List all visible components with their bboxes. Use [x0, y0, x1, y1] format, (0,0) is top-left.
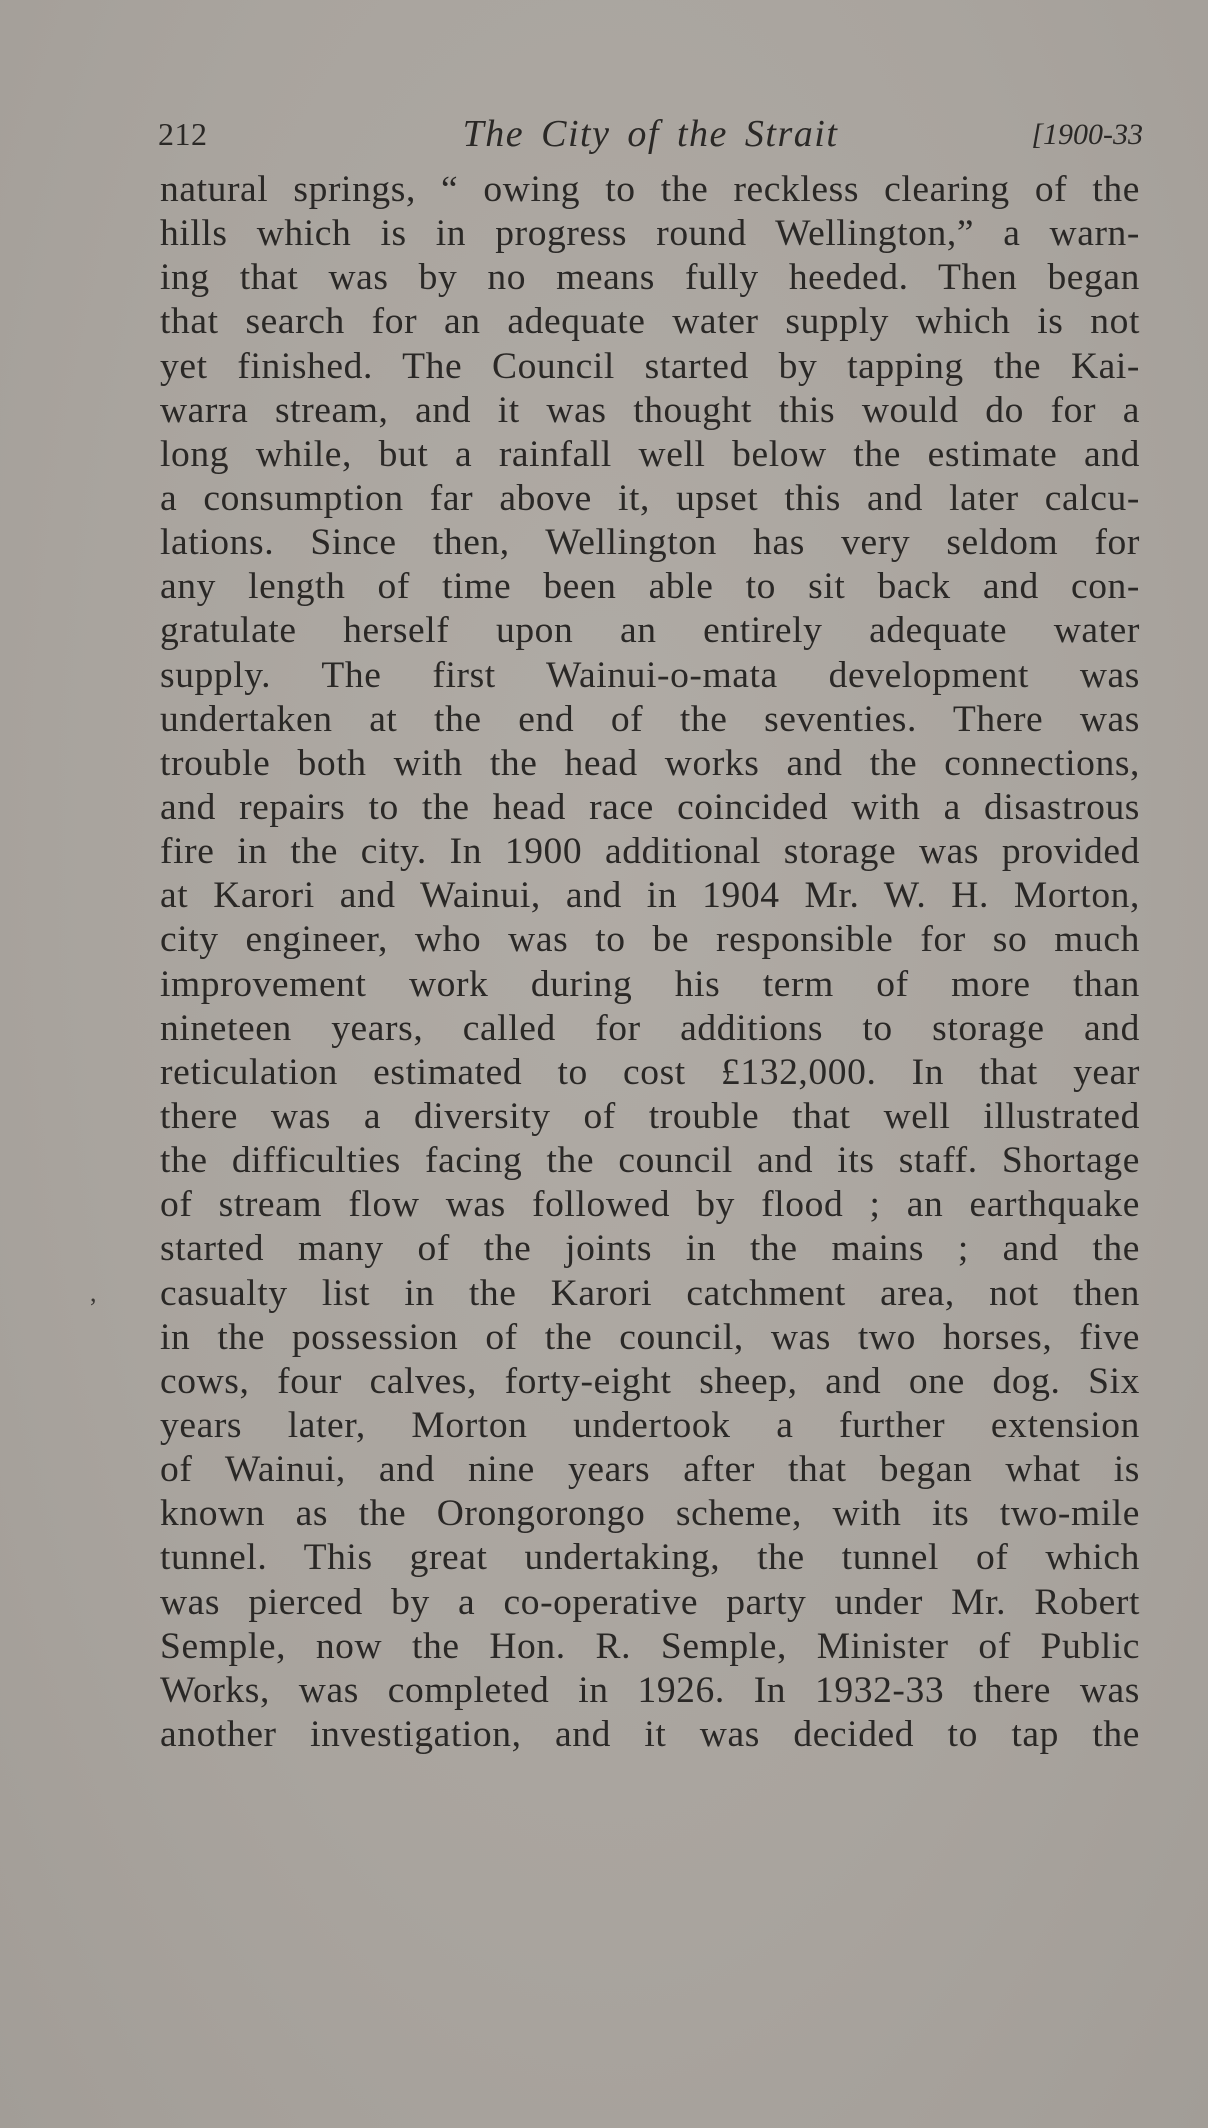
text-line: there was a diversity of trouble that well illustrated	[160, 1095, 1140, 1137]
text-line: any length of time been able to sit back and con-	[160, 566, 1140, 608]
text-line: yet finished. The Council started by tapping the Kai-	[160, 345, 1140, 387]
page-number: 212	[158, 116, 208, 152]
text-line: cows, four calves, forty-eight sheep, and one dog. Six	[160, 1360, 1140, 1402]
text-line: nineteen years, called for additions to storage and	[160, 1007, 1140, 1049]
text-line: hills which is in progress round Wellington,” a warn-	[160, 213, 1140, 255]
text-line: that search for an adequate water supply which is not	[160, 301, 1140, 343]
text-line: casualty list in the Karori catchment area, not then	[160, 1272, 1140, 1314]
text-line: years later, Morton undertook a further extension	[160, 1404, 1140, 1446]
text-line: the difficulties facing the council and its staff. Shortage	[160, 1140, 1140, 1182]
text-line: and repairs to the head race coincided with a disastrous	[160, 786, 1140, 828]
text-line: supply. The first Wainui-o-mata development was	[160, 654, 1140, 696]
text-line: Works, was completed in 1926. In 1932-33 there was	[160, 1669, 1140, 1711]
text-line: fire in the city. In 1900 additional storage was provided	[160, 831, 1140, 873]
text-line: of stream flow was followed by flood ; an earthquake	[160, 1184, 1140, 1226]
text-line: was pierced by a co-operative party under Mr. Robert	[160, 1581, 1140, 1623]
text-line: improvement work during his term of more than	[160, 963, 1140, 1005]
text-line: known as the Orongorongo scheme, with its two-mile	[160, 1493, 1140, 1535]
margin-mark: ,	[90, 1278, 97, 1307]
text-line: started many of the joints in the mains ; and the	[160, 1228, 1140, 1270]
text-line: gratulate herself upon an entirely adequate water	[160, 610, 1140, 652]
text-line: lations. Since then, Wellington has very seldom for	[160, 522, 1140, 564]
text-line: warra stream, and it was thought this would do for a	[160, 389, 1140, 431]
body-text	[160, 168, 1140, 1757]
text-line: another investigation, and it was decided to tap the	[160, 1713, 1140, 1755]
text-line: city engineer, who was to be responsible for so much	[160, 919, 1140, 961]
text-line: reticulation estimated to cost £132,000. In that year	[160, 1051, 1140, 1093]
text-line: long while, but a rainfall well below the estimate and	[160, 433, 1140, 475]
text-line: at Karori and Wainui, and in 1904 Mr. W. H. Morton,	[160, 875, 1140, 917]
text-line: undertaken at the end of the seventies. There was	[160, 698, 1140, 740]
date-range: [1900-33	[1031, 118, 1143, 151]
text-line: a consumption far above it, upset this and later calcu-	[160, 477, 1140, 519]
text-line: in the possession of the council, was two horses, five	[160, 1316, 1140, 1358]
text-line: trouble both with the head works and the connections,	[160, 742, 1140, 784]
text-line: Semple, now the Hon. R. Semple, Minister of Public	[160, 1625, 1140, 1667]
running-head	[158, 112, 1143, 158]
text-line: ing that was by no means fully heeded. Then began	[160, 257, 1140, 299]
text-line: natural springs, “ owing to the reckless clearing of the	[160, 169, 1140, 210]
text-line: of Wainui, and nine years after that began what is	[160, 1449, 1140, 1491]
text-line: tunnel. This great undertaking, the tunnel of which	[160, 1537, 1140, 1579]
book-title: The City of the Strait	[462, 113, 839, 155]
